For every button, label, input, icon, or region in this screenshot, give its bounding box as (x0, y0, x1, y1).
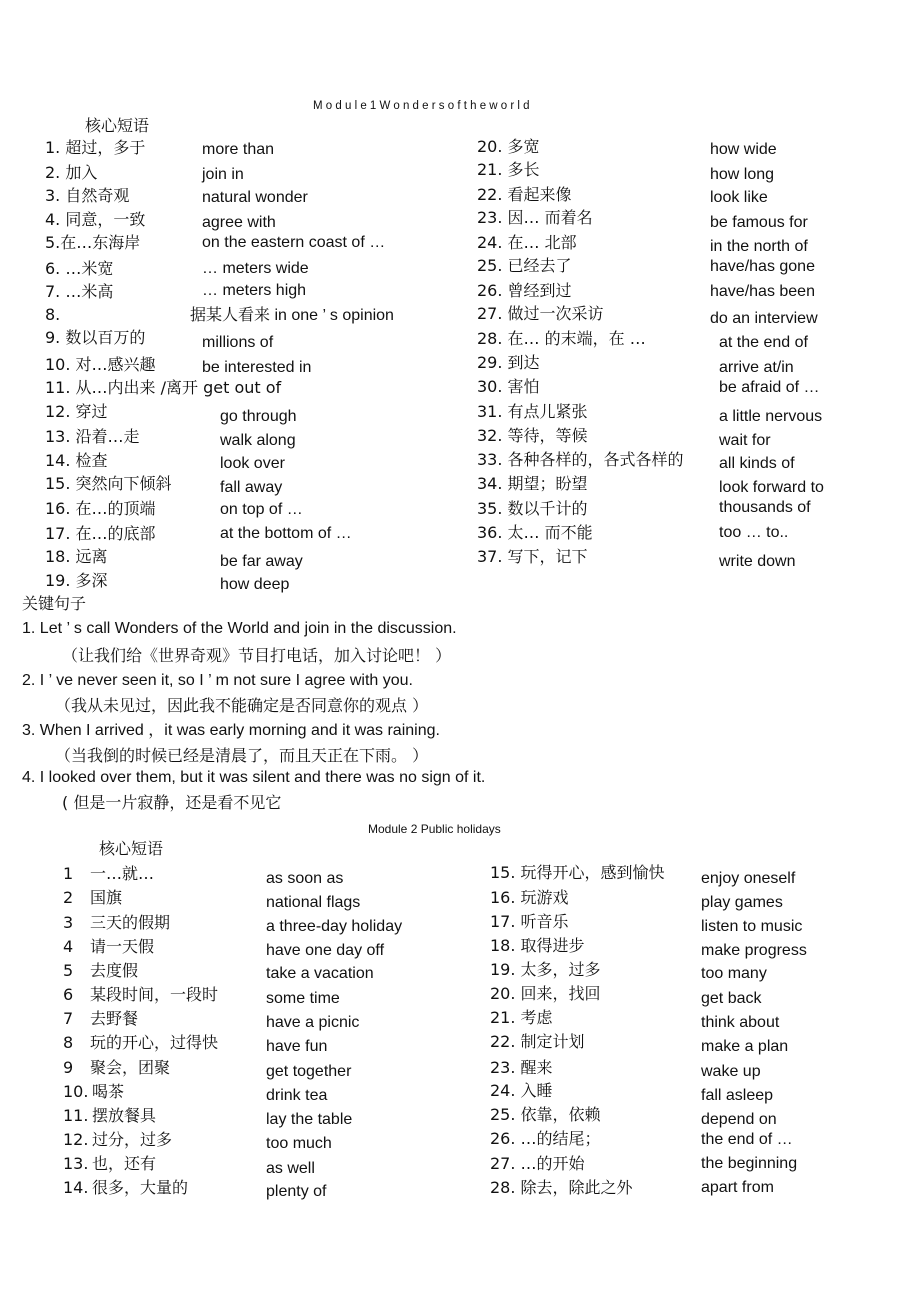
phrase-cn: 10. 对…感兴趣 (45, 355, 156, 374)
phrase-en: have/has gone (710, 258, 815, 275)
phrase-cn: 24. 在… 北部 (477, 233, 577, 252)
phrase-en: think about (701, 1014, 780, 1031)
item-number: 7 (63, 1009, 74, 1028)
phrase-en: thousands of (719, 499, 811, 516)
phrase-cn: 19. 太多，过多 (490, 960, 601, 979)
sentence-en: 3. When I arrived ，it was early morning and it was raining. (22, 722, 440, 739)
phrase-en: arrive at/in (719, 359, 794, 376)
phrase-cn: 20. 多宽 (477, 137, 540, 156)
phrase-cn: 21. 多长 (477, 160, 540, 179)
item-number: 12. (63, 1130, 89, 1149)
phrase-en: at the end of (719, 334, 808, 351)
phrase-cn: 24. 入睡 (490, 1081, 553, 1100)
phrase-cn: 35. 数以千计的 (477, 499, 588, 518)
phrase-cn: 过分，过多 (92, 1130, 173, 1149)
phrase-cn: 也，还有 (92, 1154, 157, 1173)
phrase-cn: 29. 到达 (477, 353, 540, 372)
phrase-en: lay the table (266, 1111, 353, 1128)
phrase-cn: 国旗 (90, 888, 123, 907)
phrase-cn: 8. (45, 305, 61, 324)
sentence-cn: （让我们给《世界奇观》节目打电话，加入讨论吧！ ） (62, 646, 452, 665)
phrase-en: in the north of (710, 238, 808, 255)
phrase-en: make a plan (701, 1038, 789, 1055)
phrase-en: plenty of (266, 1183, 327, 1200)
phrase-cn: 26. 曾经到过 (477, 281, 572, 300)
phrase-cn: 1. 超过，多于 (45, 138, 146, 157)
phrase-en: walk along (220, 432, 296, 449)
phrase-en: make progress (701, 942, 807, 959)
phrase-en: play games (701, 894, 783, 911)
phrase-en: … meters high (202, 282, 307, 299)
phrase-en: look over (220, 455, 285, 472)
phrase-cn: 12. 穿过 (45, 402, 108, 421)
phrase-cn: 30. 害怕 (477, 377, 540, 396)
phrase-en: have/has been (710, 283, 815, 300)
sentence-en: 1. Let ’ s call Wonders of the World and join in the discussion. (22, 620, 457, 637)
phrase-cn: 19. 多深 (45, 571, 108, 590)
phrase-en: some time (266, 990, 340, 1007)
phrase-en: fall away (220, 479, 283, 496)
sentence-cn: ( 但是一片寂静，还是看不见它 (62, 793, 282, 812)
phrase-en: too much (266, 1135, 332, 1152)
phrase-en: too many (701, 965, 767, 982)
phrase-cn: 去野餐 (90, 1009, 139, 1028)
phrase-cn: 28. 在… 的末端，在 … (477, 329, 646, 348)
phrase-cn: 聚会，团聚 (90, 1058, 171, 1077)
phrase-en: how long (710, 166, 775, 183)
phrase-cn: 27. 做过一次采访 (477, 304, 604, 323)
phrase-en: be interested in (202, 359, 312, 376)
phrase-en: the end of … (701, 1131, 793, 1148)
phrase-en: at the bottom of … (220, 525, 352, 542)
phrase-cn: 26. …的结尾； (490, 1129, 601, 1148)
phrase-en: agree with (202, 214, 276, 231)
item-number: 13. (63, 1154, 89, 1173)
phrase-en: a three-day holiday (266, 918, 403, 935)
item-number: 11. (63, 1106, 89, 1125)
phrase-en: natural wonder (202, 189, 308, 206)
phrase-cn: 三天的假期 (90, 913, 171, 932)
key-sentences-heading: 关键句子 (22, 594, 87, 613)
phrase-en: apart from (701, 1179, 774, 1196)
phrase-en: be far away (220, 553, 303, 570)
phrase-en: get back (701, 990, 762, 1007)
phrase-cn: 37. 写下，记下 (477, 547, 588, 566)
phrase-en: the beginning (701, 1155, 798, 1172)
item-number: 1 (63, 864, 74, 883)
phrase-cn: 13. 沿着…走 (45, 427, 140, 446)
phrase-cn: 2. 加入 (45, 163, 98, 182)
sentence-en: 4. I looked over them, but it was silent and there was no sign of it. (22, 769, 486, 786)
phrase-cn: 5.在…东海岸 (45, 233, 141, 252)
phrase-en: join in (202, 166, 244, 183)
item-number: 5 (63, 961, 74, 980)
item-number: 6 (63, 985, 74, 1004)
item-number: 4 (63, 937, 74, 956)
phrase-cn: 一…就… (90, 864, 155, 883)
phrase-cn: 17. 在…的底部 (45, 524, 156, 543)
phrase-cn: 请一天假 (90, 937, 155, 956)
phrase-en: be afraid of … (719, 379, 820, 396)
phrase-cn: 28. 除去，除此之外 (490, 1178, 633, 1197)
phrase-en: more than (202, 141, 275, 158)
phrase-cn: 17. 听音乐 (490, 912, 569, 931)
phrase-en: look forward to (719, 479, 824, 496)
phrase-cn: 25. 依靠，依赖 (490, 1105, 601, 1124)
phrase-cn: 27. …的开始 (490, 1154, 585, 1173)
phrase-en: on the eastern coast of … (202, 234, 386, 251)
phrase-en: have a picnic (266, 1014, 360, 1031)
module2-title: Module 2 Public holidays (368, 822, 501, 836)
phrase-en: have one day off (266, 942, 385, 959)
sentence-cn: （当我倒的时候已经是清晨了，而且天正在下雨。 ） (55, 746, 429, 765)
phrase-cn: 21. 考虑 (490, 1008, 553, 1027)
phrase-cn: 6. …米宽 (45, 259, 114, 278)
item-number: 14. (63, 1178, 89, 1197)
phrase-en: 据某人看来 in one ’ s opinion (190, 307, 394, 324)
phrase-en: depend on (701, 1111, 777, 1128)
module1-phrases-heading: 核心短语 (85, 116, 150, 135)
phrase-en: get together (266, 1063, 352, 1080)
module2-phrases-heading: 核心短语 (99, 839, 164, 858)
phrase-en: look like (710, 189, 768, 206)
phrase-en: wait for (719, 432, 771, 449)
phrase-en: how wide (710, 141, 777, 158)
phrase-en: fall asleep (701, 1087, 774, 1104)
phrase-cn: 14. 检查 (45, 451, 108, 470)
phrase-en: go through (220, 408, 297, 425)
sentence-cn: （我从未见过，因此我不能确定是否同意你的观点 ） (55, 696, 429, 715)
phrase-cn: 23. 因… 而着名 (477, 208, 593, 227)
phrase-en: as soon as (266, 870, 344, 887)
phrase-en: have fun (266, 1038, 328, 1055)
phrase-en: wake up (701, 1063, 761, 1080)
phrase-cn: 喝茶 (92, 1082, 125, 1101)
phrase-en: too … to.. (719, 524, 789, 541)
phrase-cn: 20. 回来，找回 (490, 984, 601, 1003)
phrase-en: take a vacation (266, 965, 374, 982)
phrase-cn: 23. 醒来 (490, 1058, 553, 1077)
phrase-en: all kinds of (719, 455, 795, 472)
phrase-cn: 11. 从…内出来 /离开 get out of (45, 378, 282, 397)
phrase-cn: 25. 已经去了 (477, 256, 572, 275)
phrase-cn: 摆放餐具 (92, 1106, 157, 1125)
phrase-en: write down (719, 553, 796, 570)
phrase-cn: 某段时间，一段时 (90, 985, 219, 1004)
item-number: 9 (63, 1058, 74, 1077)
phrase-en: how deep (220, 576, 290, 593)
phrase-en: enjoy oneself (701, 870, 796, 887)
phrase-cn: 36. 太… 而不能 (477, 523, 593, 542)
phrase-cn: 22. 制定计划 (490, 1032, 585, 1051)
phrase-cn: 15. 玩得开心，感到愉快 (490, 863, 665, 882)
phrase-cn: 3. 自然奇观 (45, 186, 130, 205)
item-number: 2 (63, 888, 74, 907)
phrase-cn: 4. 同意，一致 (45, 210, 146, 229)
phrase-cn: 32. 等待，等候 (477, 426, 588, 445)
phrase-cn: 18. 取得进步 (490, 936, 585, 955)
phrase-cn: 玩的开心，过得快 (90, 1033, 219, 1052)
item-number: 10. (63, 1082, 89, 1101)
phrase-cn: 9. 数以百万的 (45, 328, 146, 347)
phrase-cn: 16. 在…的顶端 (45, 499, 156, 518)
phrase-en: drink tea (266, 1087, 328, 1104)
phrase-cn: 18. 远离 (45, 547, 108, 566)
phrase-en: millions of (202, 334, 274, 351)
phrase-cn: 31. 有点儿紧张 (477, 402, 588, 421)
phrase-en: on top of … (220, 501, 303, 518)
item-number: 3 (63, 913, 74, 932)
phrase-cn: 去度假 (90, 961, 139, 980)
phrase-cn: 22. 看起来像 (477, 185, 572, 204)
item-number: 8 (63, 1033, 74, 1052)
phrase-en: … meters wide (202, 260, 309, 277)
phrase-cn: 33. 各种各样的，各式各样的 (477, 450, 684, 469)
phrase-cn: 很多，大量的 (92, 1178, 189, 1197)
phrase-cn: 16. 玩游戏 (490, 888, 569, 907)
module1-title: Module1Wondersoftheworld (313, 100, 533, 112)
phrase-en: be famous for (710, 214, 808, 231)
phrase-en: do an interview (710, 310, 818, 327)
phrase-cn: 7. …米高 (45, 282, 114, 301)
sentence-en: 2. I ’ ve never seen it, so I ’ m not sure I agree with you. (22, 672, 413, 689)
phrase-en: listen to music (701, 918, 803, 935)
phrase-cn: 15. 突然向下倾斜 (45, 474, 172, 493)
phrase-en: as well (266, 1160, 315, 1177)
phrase-en: a little nervous (719, 408, 823, 425)
phrase-en: national flags (266, 894, 361, 911)
phrase-cn: 34. 期望；盼望 (477, 474, 588, 493)
